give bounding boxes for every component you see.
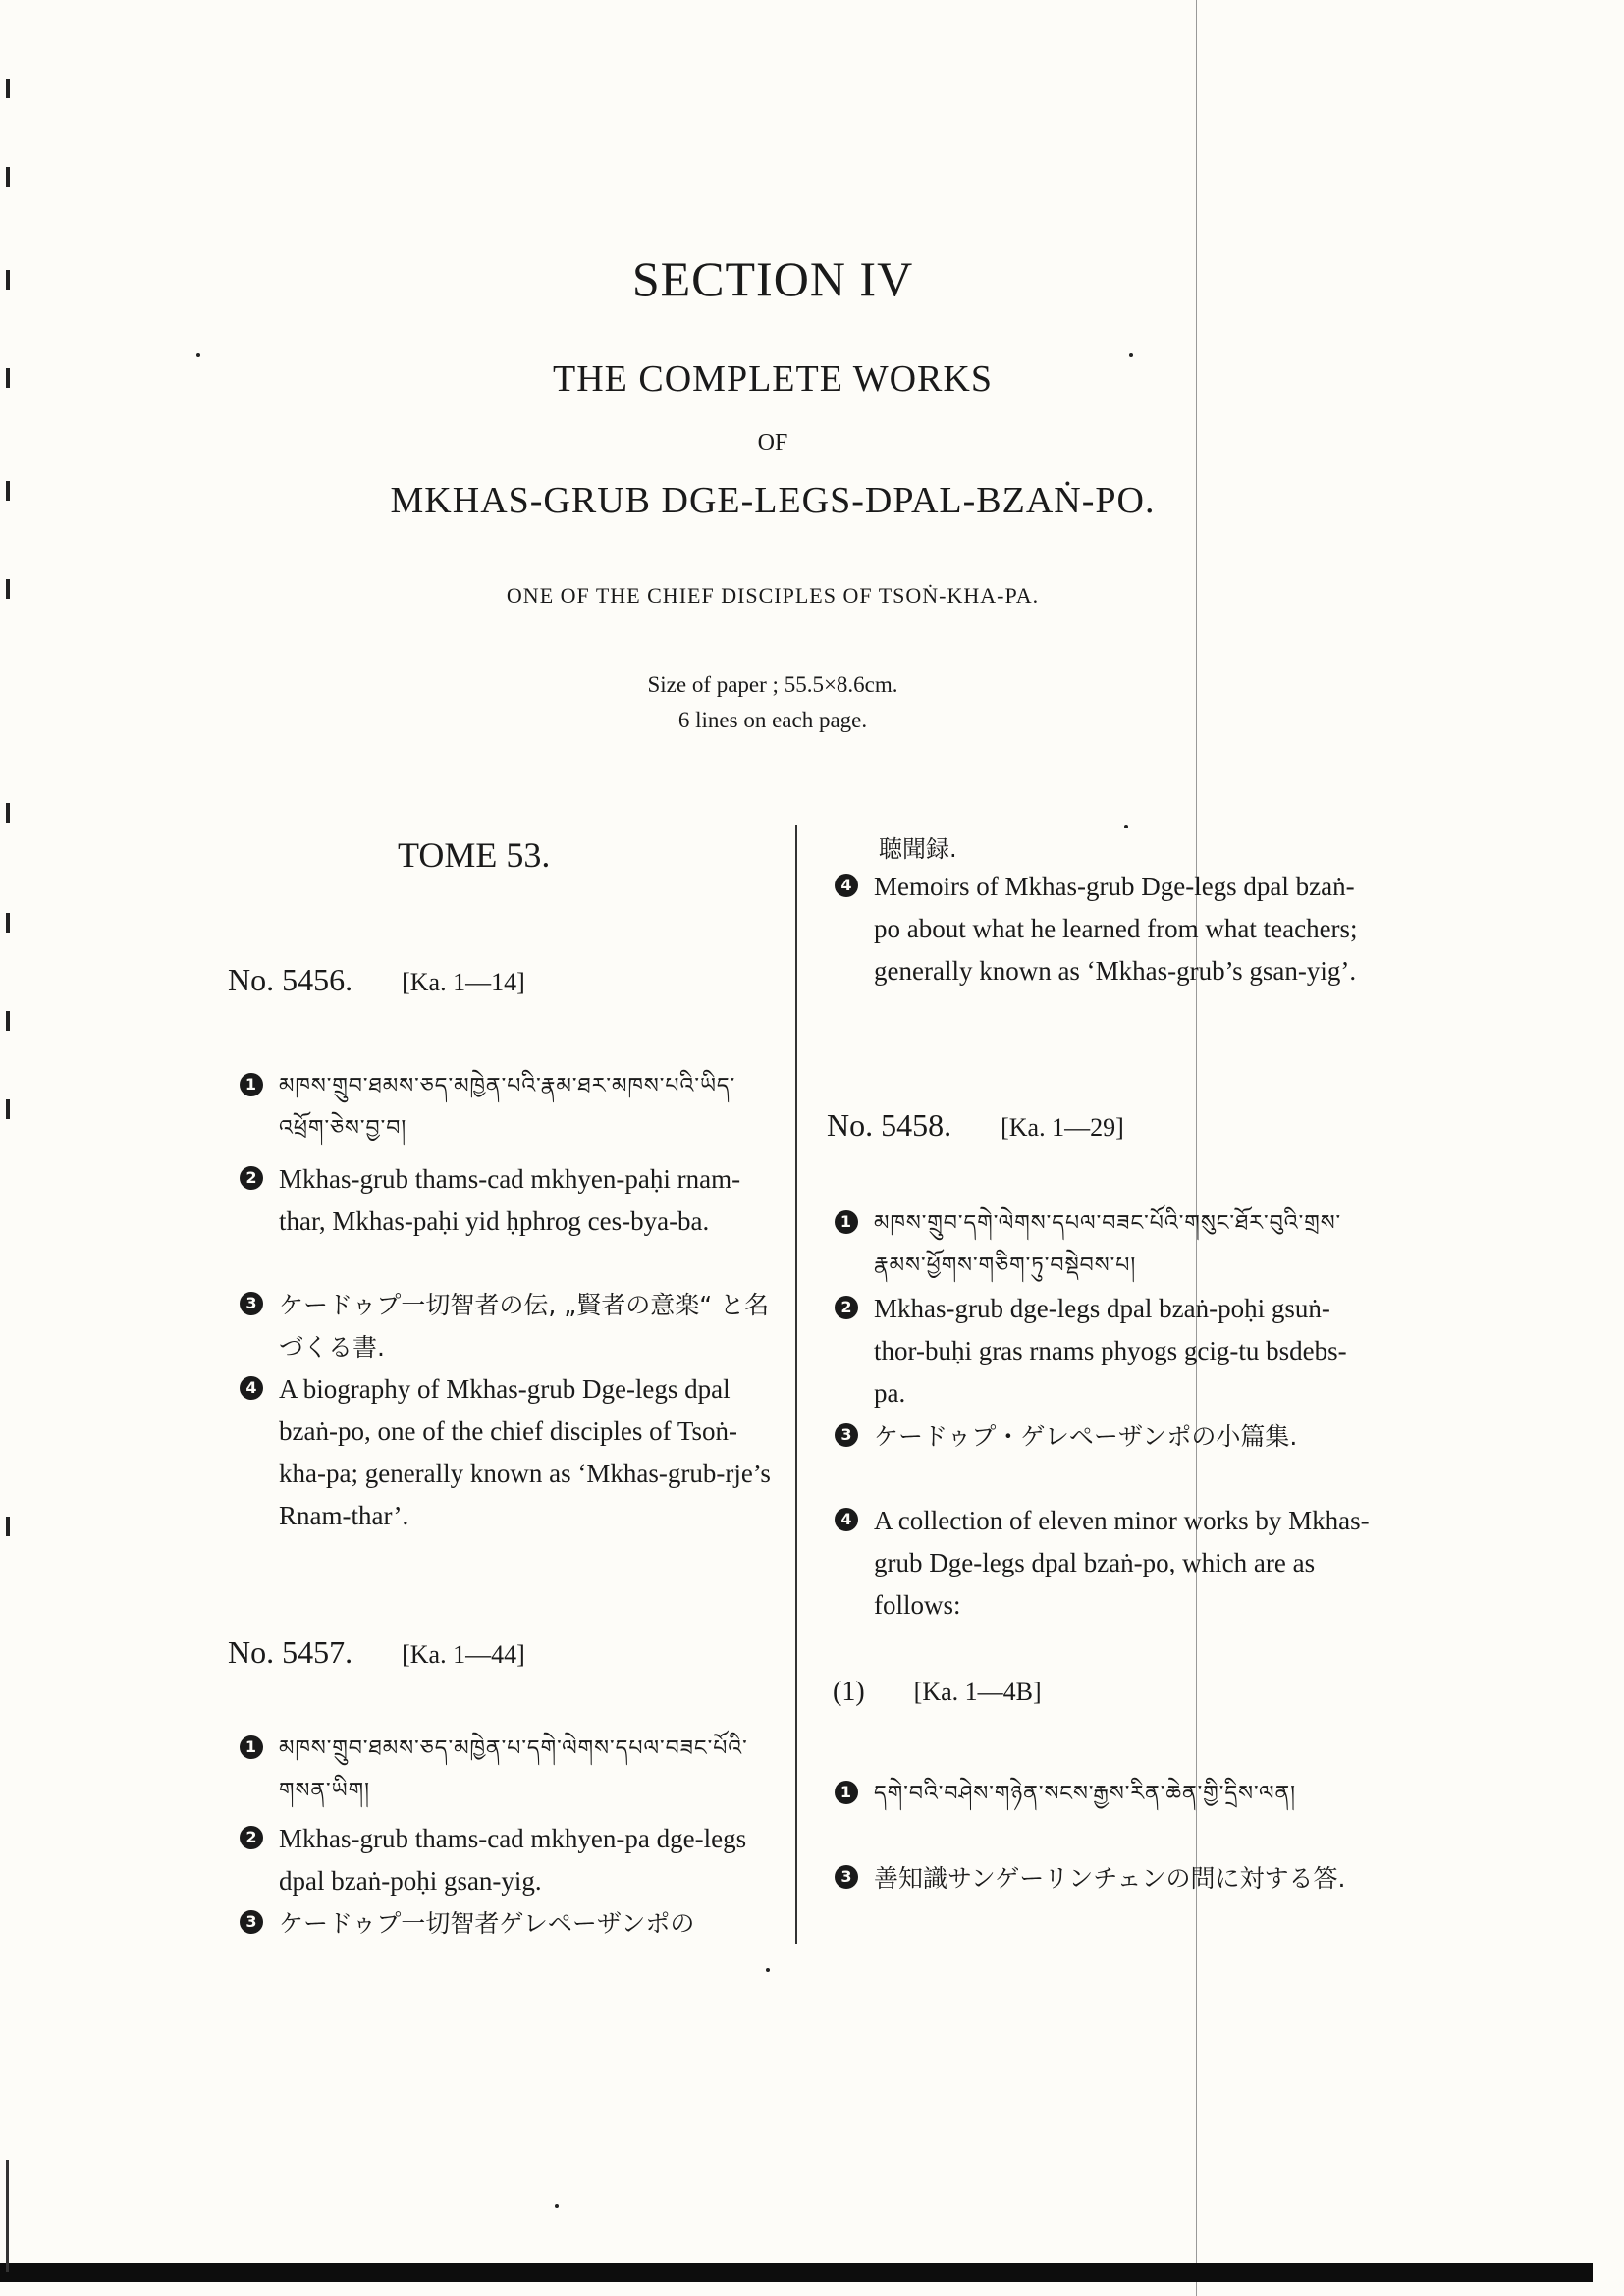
marker: 3 xyxy=(240,1910,263,1934)
english-description: 4 A biography of Mkhas-grub Dge-legs dpal bzaṅ-po, one of the chief disciples of Tsoṅ-kha-pa; generally known as ‘Mkhas-grub-rje’s Rnam-thar’. xyxy=(228,1368,778,1537)
continuation-text: 聴聞録. xyxy=(879,835,957,863)
marker: 4 xyxy=(835,1508,858,1531)
binding-mark xyxy=(6,913,10,933)
english-description: 4 A collection of eleven minor works by Mkhas-grub Dge-legs dpal bzaṅ-po, which are as follows: xyxy=(823,1500,1373,1627)
marker: 1 xyxy=(835,1210,858,1234)
english-description: 4 Memoirs of Mkhas-grub Dge-legs dpal bzaṅ-po about what he learned from what teachers; generally known as ‘Mkhas-grub’s gsan-yig’. xyxy=(823,866,1373,992)
lines-per-page: 6 lines on each page. xyxy=(677,708,868,732)
speck xyxy=(555,2204,559,2208)
author-title: MKHAS-GRUB DGE-LEGS-DPAL-BZAṄ-PO. xyxy=(390,480,1156,521)
subentry-heading xyxy=(833,1677,1042,1708)
marker: 1 xyxy=(835,1781,858,1804)
entry-number: No. 5456. xyxy=(228,962,353,997)
marker: 2 xyxy=(240,1826,263,1849)
subtitle: ONE OF THE CHIEF DISCIPLES OF TSOṄ-KHA-PA. xyxy=(506,583,1040,608)
column-divider xyxy=(795,825,797,1944)
japanese-title: 3 ケードゥプ・ゲレペーザンポの小篇集. xyxy=(823,1415,1373,1458)
japanese-title: 3 ケードゥプ一切智者ゲレペーザンポの xyxy=(228,1902,778,1945)
paper-info xyxy=(0,667,1585,738)
bottom-border-bar xyxy=(0,2263,1593,2282)
binding-mark xyxy=(6,1011,10,1031)
marker: 4 xyxy=(835,874,858,897)
left-edge-line xyxy=(6,2160,9,2272)
binding-mark xyxy=(6,1099,10,1119)
entry-ref: [Ka. 1—14] xyxy=(402,968,525,996)
marker: 3 xyxy=(835,1865,858,1889)
japanese-title: 3 ケードゥプ一切智者の伝, „賢者の意楽“ と名づくる書. xyxy=(228,1284,778,1368)
entry-ref: [Ka. 1—4B] xyxy=(913,1678,1042,1706)
speck xyxy=(766,1968,770,1972)
marker: 3 xyxy=(240,1292,263,1315)
marker: 2 xyxy=(240,1166,263,1190)
paper-size: Size of paper ; 55.5×8.6cm. xyxy=(647,672,898,697)
entry-heading-5457 xyxy=(228,1634,525,1671)
tibetan-title: 1 མཁས་གྲུབ་ཐམས་ཅད་མཁྱེན་པའི་རྣམ་ཐར་མཁས་པའི་ཡིད་འཕྲོག་ཅེས་བྱ་བ། xyxy=(228,1065,778,1149)
binding-mark xyxy=(6,79,10,98)
entry-heading-5458 xyxy=(827,1107,1124,1144)
binding-mark xyxy=(6,167,10,187)
tome-title: TOME 53. xyxy=(398,835,551,875)
binding-mark xyxy=(6,1517,10,1536)
transliteration: 2 Mkhas-grub thams-cad mkhyen-pa dge-legs dpal bzaṅ-poḥi gsan-yig. xyxy=(228,1818,778,1902)
entry-number: No. 5457. xyxy=(228,1634,353,1670)
marker: 1 xyxy=(240,1073,263,1096)
transliteration: 2 Mkhas-grub thams-cad mkhyen-paḥi rnam-thar, Mkhas-paḥi yid ḥphrog ces-bya-ba. xyxy=(228,1158,778,1243)
entry-heading-5456 xyxy=(228,962,525,998)
entry-ref: [Ka. 1—29] xyxy=(1001,1113,1124,1142)
section-title: SECTION IV xyxy=(631,251,914,306)
works-title: THE COMPLETE WORKS xyxy=(553,358,993,400)
entry-ref: [Ka. 1—44] xyxy=(402,1640,525,1669)
binding-mark xyxy=(6,579,10,599)
subentry-label: (1) xyxy=(833,1677,865,1707)
japanese-title: 3 善知識サンゲーリンチェンの問に対する答. xyxy=(823,1857,1373,1899)
tibetan-title: 1 མཁས་གྲུབ་དགེ་ལེགས་དཔལ་བཟང་པོའི་གསུང་ཐོར་བུའི་གྲས་རྣམས་ཕྱོགས་གཅིག་ཏུ་བསྡེབས་པ། xyxy=(823,1202,1373,1287)
of-label: OF xyxy=(757,430,788,455)
speck xyxy=(1124,825,1128,828)
tibetan-title: 1 མཁས་གྲུབ་ཐམས་ཅད་མཁྱེན་པ་དགེ་ལེགས་དཔལ་བཟང་པོའི་གསན་ཡིག། xyxy=(228,1728,778,1812)
transliteration: 2 Mkhas-grub dge-legs dpal bzaṅ-poḥi gsuṅ-thor-buḥi gras rnams phyogs gcig-tu bsdebs-pa. xyxy=(823,1288,1373,1415)
binding-mark xyxy=(6,368,10,388)
speck xyxy=(1129,353,1133,357)
binding-mark xyxy=(6,270,10,290)
tibetan-title: 1 དགེ་བའི་བཤེས་གཉེན་སངས་རྒྱས་རིན་ཆེན་གྱི་དྲིས་ལན། xyxy=(823,1773,1373,1815)
speck xyxy=(196,353,200,357)
binding-mark xyxy=(6,803,10,823)
marker: 3 xyxy=(835,1423,858,1447)
entry-number: No. 5458. xyxy=(827,1107,952,1143)
binding-mark xyxy=(6,481,10,501)
marker: 1 xyxy=(240,1735,263,1759)
marker: 4 xyxy=(240,1376,263,1400)
marker: 2 xyxy=(835,1296,858,1319)
fold-line xyxy=(1196,0,1197,2296)
